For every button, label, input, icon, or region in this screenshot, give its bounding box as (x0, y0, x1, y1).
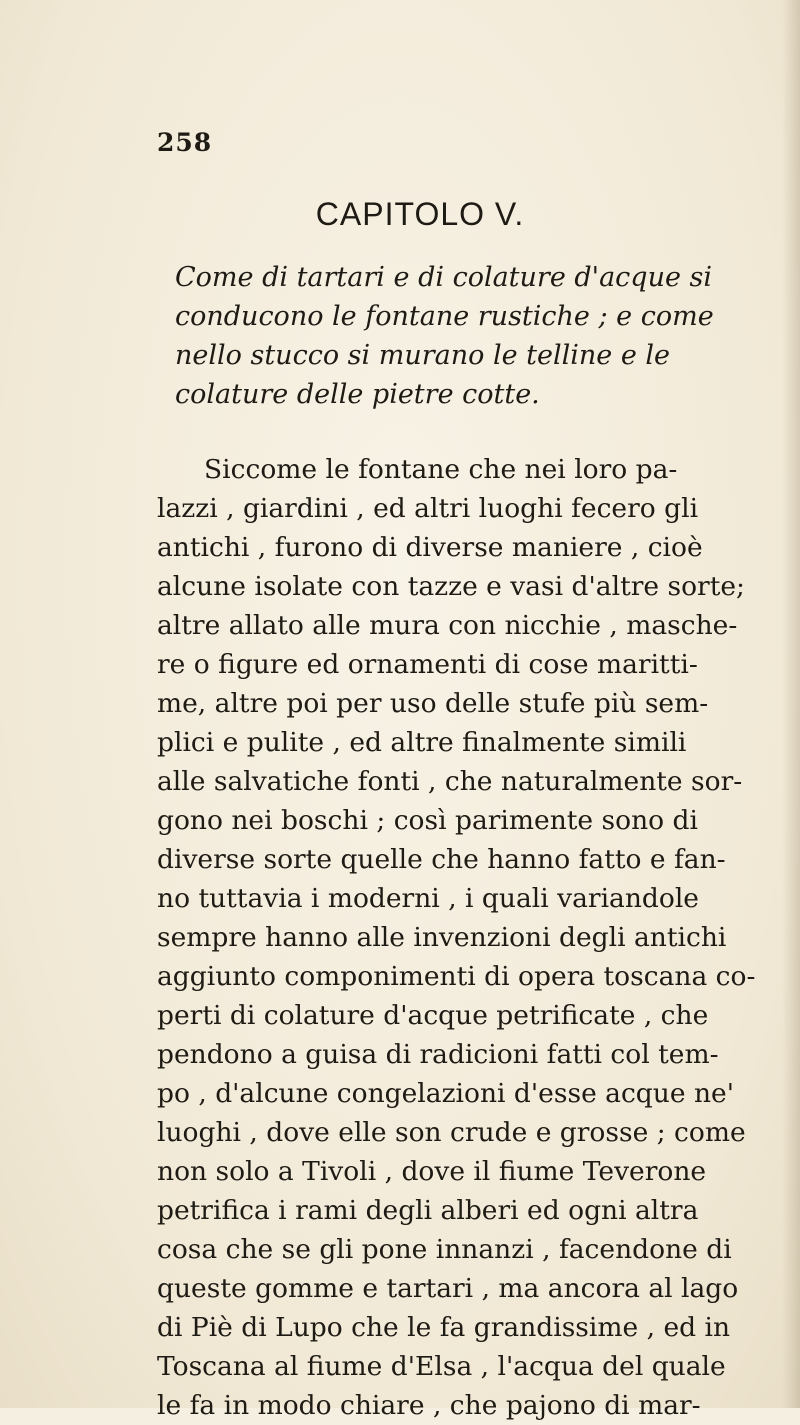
body-line: lazzi , giardini , ed altri luoghi fecero gli (157, 493, 699, 524)
body-line: queste gomme e tartari , ma ancora al lago (157, 1273, 739, 1304)
body-line: alcune isolate con tazze e vasi d'altre sorte; (157, 571, 745, 602)
body-line: me, altre poi per uso delle stufe più sem- (157, 688, 709, 719)
body-line: no tuttavia i moderni , i quali variandole (157, 883, 699, 914)
body-line: plici e pulite , ed altre finalmente simili (157, 727, 687, 758)
body-line: cosa che se gli pone innanzi , facendone di (157, 1234, 732, 1265)
body-line: gono nei boschi ; così parimente sono di (157, 805, 698, 836)
body-line: diverse sorte quelle che hanno fatto e fan- (157, 844, 726, 875)
subtitle-line: nello stucco si murano le telline e le (175, 340, 671, 371)
subtitle-line: colature delle pietre cotte. (175, 379, 540, 410)
body-line: Toscana al fiume d'Elsa , l'acqua del quale (157, 1351, 726, 1382)
chapter-title: CAPITOLO V. (315, 196, 525, 232)
body-line: non solo a Tivoli , dove il fiume Teverone (157, 1156, 707, 1187)
subtitle-line: Come di tartari e di colature d'acque si (175, 262, 713, 293)
body-text (157, 450, 797, 1425)
body-line: luoghi , dove elle son crude e grosse ; come (157, 1117, 746, 1148)
chapter-subtitle (175, 258, 800, 414)
body-line: re o figure ed ornamenti di cose maritti- (157, 649, 698, 680)
body-line: antichi , furono di diverse maniere , cioè (157, 532, 703, 563)
body-line: sempre hanno alle invenzioni degli antichi (157, 922, 727, 953)
page-number: 258 (157, 128, 213, 157)
body-line: po , d'alcune congelazioni d'esse acque ne' (157, 1078, 734, 1109)
body-line: le fa in modo chiare , che pajono di mar- (157, 1390, 701, 1421)
body-line: aggiunto componimenti di opera toscana co- (157, 961, 756, 992)
body-line: alle salvatiche fonti , che naturalmente sor- (157, 766, 743, 797)
body-line: perti di colature d'acque petrificate , che (157, 1000, 709, 1031)
body-line: petrifica i rami degli alberi ed ogni altra (157, 1195, 699, 1226)
body-line: di Piè di Lupo che le fa grandissime , ed in (157, 1312, 731, 1343)
body-line: altre allato alle mura con nicchie , masche- (157, 610, 738, 641)
body-line: Siccome le fontane che nei loro pa- (204, 454, 678, 485)
body-line: pendono a guisa di radicioni fatti col tem- (157, 1039, 719, 1070)
subtitle-line: conducono le fontane rustiche ; e come (175, 301, 714, 332)
